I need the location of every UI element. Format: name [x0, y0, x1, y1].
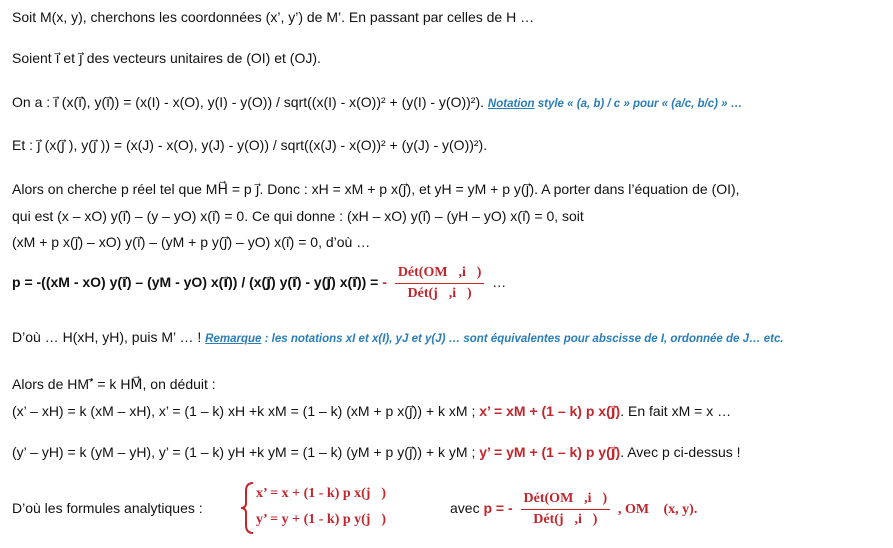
line-11-tail: . En fait xM = x … [620, 403, 732, 419]
p-formula-tail: … [492, 274, 507, 290]
line-12-tail: . Avec p ci-dessus ! [620, 444, 741, 460]
x-prime-formula: x’ = xM + (1 – k) p x(j⃗) [479, 403, 621, 419]
system-row-x: x’ = x + (1 - k) p x(j⃗) [256, 486, 387, 501]
text-line-7: (xM + p x(j⃗) – xO) y(i⃗) – (yM + p y(j⃗) – yO) x(i⃗) = 0, d’où … [12, 234, 371, 250]
text-line-9 [12, 328, 784, 348]
notation-label: Notation [487, 98, 535, 110]
left-brace-icon [240, 481, 256, 535]
text-line-11 [12, 402, 731, 420]
formula-system [240, 481, 450, 535]
analytic-formulas-lead: D’où les formules analytiques : [12, 500, 203, 516]
line-9-text: D’où … H(xH, yH), puis M’ … ! [12, 329, 206, 345]
short-fraction-denominator: Dét(j⃗,i⃗) [533, 511, 598, 527]
text-line-10: Alors de HM’⃗ = k HM⃗, on déduit : [12, 376, 216, 392]
with-word: avec [450, 500, 484, 516]
line-3-text: On a : i⃗ (x(i⃗), y(i⃗)) = (x(I) - x(O), y(I) - y(O)) / sqrt((x(I) - x(O))² + (y(I) - y(O))²). [12, 94, 485, 110]
text-line-1: Soit M(x, y), cherchons les coordonnées (x’, y’) de M’. En passant par celles de H … [12, 9, 535, 25]
text-line-12 [12, 443, 741, 461]
text-line-3 [12, 93, 742, 113]
p-determinant-fraction [395, 264, 485, 303]
remark-text: : les notations xI et x(I), yJ et y(J) … sont équivalentes pour abscisse de I, ordonnée de J… etc. [261, 333, 784, 345]
notation-note [488, 98, 742, 110]
p-formula: p = -((xM - xO) y(i⃗) – (yM - yO) x(i⃗)) / (x(j⃗) y(i⃗) - y(j⃗) x(i⃗)) = [12, 274, 383, 290]
remark-label: Remarque [205, 333, 262, 345]
remark-note [205, 333, 783, 345]
om-vector-coordinates: , OM⃗ (x, y). [618, 502, 698, 517]
p-formula-line [12, 260, 506, 304]
line-11-text: (x’ – xH) = k (xM – xH), x’ = (1 – k) xH +k xM = (1 – k) (xM + p x(j⃗)) + k xM ; [12, 403, 480, 419]
line-12-text: (y’ – yH) = k (yM – yH), y’ = (1 – k) yH +k yM = (1 – k) (yM + p y(j⃗)) + k yM ; [12, 444, 480, 460]
fraction-numerator: Dét(OM⃗,i⃗) [395, 264, 485, 284]
system-row-y: y’ = y + (1 - k) p y(j⃗) [256, 512, 387, 527]
text-line-5: Alors on cherche p réel tel que MH⃗ = p j⃗. Donc : xH = xM + p x(j⃗), et yH = yM + p y(j⃗). A porter dans l’équation de (OI), [12, 181, 740, 197]
p-short-fraction [521, 490, 611, 529]
fraction-denominator: Dét(j⃗,i⃗) [407, 285, 472, 301]
y-prime-formula: y’ = yM + (1 – k) p y(j⃗) [479, 444, 621, 460]
short-fraction-numerator: Dét(OM⃗,i⃗) [521, 490, 611, 510]
notation-text: style « (a, b) / c » pour « (a/c, b/c) » … [534, 98, 743, 110]
text-line-4: Et : j⃗ (x(j⃗ ), y(j⃗ )) = (x(J) - x(O), y(J) - y(O)) / sqrt((x(J) - x(O))² + (y(J) - y(O))²). [12, 137, 488, 153]
p-minus-sign: - [382, 274, 387, 290]
p-short-formula: p = - [483, 500, 513, 516]
text-line-6: qui est (x – xO) y(i⃗) – (y – yO) x(i⃗) = 0. Ce qui donne : (xH – xO) y(i⃗) – (yH – yO) x(i⃗) = 0, soit [12, 208, 584, 224]
analytic-formulas-tail [450, 486, 697, 532]
text-line-2: Soient i⃗ et j⃗ des vecteurs unitaires de (OI) et (OJ). [12, 50, 321, 66]
